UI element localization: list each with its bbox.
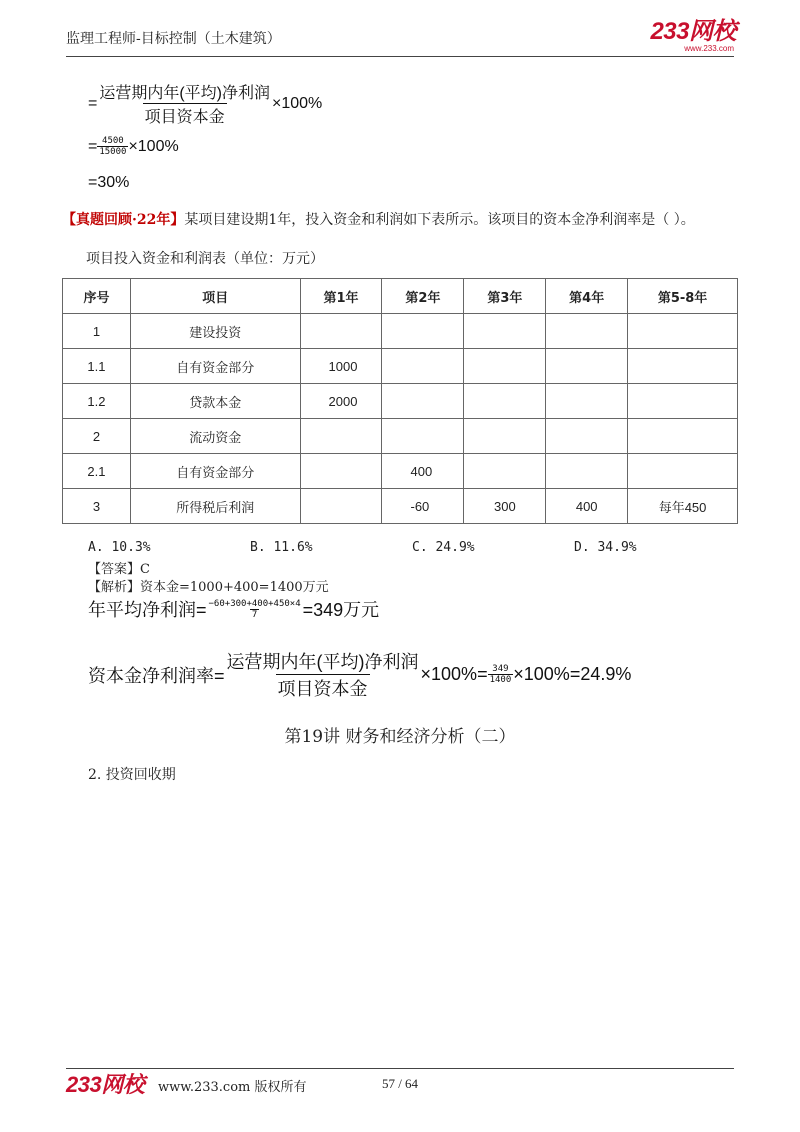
- table-header-cell: 第4年: [546, 279, 628, 314]
- formula-fraction: [225, 648, 421, 701]
- formula-fraction: [97, 80, 272, 127]
- formula-fraction: [97, 136, 128, 157]
- page-number: 57 / 64: [381, 1076, 419, 1091]
- fraction-numerator: 运营期内年(平均)净利润: [226, 652, 419, 672]
- table-cell: [300, 419, 382, 454]
- question-text: [62, 210, 734, 230]
- formula-suffix: ×100%=24.9%: [513, 664, 632, 684]
- option-a: A. 10.3%: [88, 540, 151, 555]
- formula-suffix: =349万元: [302, 600, 380, 620]
- table-row: [63, 384, 738, 419]
- table-cell: 400: [382, 454, 464, 489]
- formula-values: [88, 136, 179, 157]
- formula-equals: =: [88, 137, 98, 155]
- table-row: [63, 419, 738, 454]
- formula-mid: ×100%=: [420, 664, 488, 684]
- question-body: 某项目建设期1年，投入资金和利润如下表所示。该项目的资本金净利润率是（ ）。: [184, 212, 695, 228]
- table-row: [63, 314, 738, 349]
- table-cell: 300: [464, 489, 546, 524]
- fraction-denominator: 项目资本金: [276, 674, 370, 701]
- formula-fraction: [207, 599, 303, 620]
- fraction-numerator: 4500: [102, 136, 124, 146]
- table-cell: [382, 419, 464, 454]
- fraction-denominator: 项目资本金: [143, 103, 227, 127]
- footer-divider: [66, 1068, 734, 1069]
- table-cell: [546, 349, 628, 384]
- subsection-item: 2. 投资回收期: [88, 767, 176, 783]
- table-cell: 自有资金部分: [130, 349, 300, 384]
- table-cell: 贷款本金: [130, 384, 300, 419]
- fraction-numerator: 运营期内年(平均)净利润: [99, 85, 271, 102]
- table-caption: 项目投入资金和利润表（单位：万元）: [86, 251, 324, 267]
- option-d: D. 34.9%: [574, 540, 637, 555]
- fraction-numerator: −60+300+400+450×4: [208, 598, 301, 609]
- table-cell: 2000: [300, 384, 382, 419]
- table-cell: 1.1: [63, 349, 131, 384]
- table-header-cell: 第2年: [382, 279, 464, 314]
- table-cell: [546, 384, 628, 419]
- investment-table: [62, 278, 738, 524]
- table-cell: [546, 314, 628, 349]
- fraction-denominator: 15000: [99, 147, 127, 157]
- table-cell: 所得税后利润: [130, 489, 300, 524]
- table-header-row: [63, 279, 738, 314]
- table-cell: [464, 384, 546, 419]
- table-cell: [300, 454, 382, 489]
- answer-options: [88, 540, 736, 555]
- table-cell: 流动资金: [130, 419, 300, 454]
- table-cell: [464, 454, 546, 489]
- table-cell: [628, 314, 738, 349]
- table-header-cell: 第1年: [300, 279, 382, 314]
- table-cell: [546, 454, 628, 489]
- table-cell: 2.1: [63, 454, 131, 489]
- table-cell: [382, 349, 464, 384]
- table-cell: 1: [63, 314, 131, 349]
- table-cell: [628, 454, 738, 489]
- table-cell: 每年450: [628, 489, 738, 524]
- table-cell: 3: [63, 489, 131, 524]
- formula-equals: =: [88, 94, 98, 112]
- table-cell: [628, 349, 738, 384]
- table-header-cell: 第3年: [464, 279, 546, 314]
- table-row: [63, 454, 738, 489]
- formula-avg-profit: [88, 596, 379, 622]
- table-cell: [382, 314, 464, 349]
- fraction-numerator: 349: [492, 664, 509, 674]
- question-tag: 【真题回顾·22年】: [62, 212, 185, 228]
- formula-result: =30%: [88, 174, 130, 191]
- table-cell: [546, 419, 628, 454]
- answer-line: 【答案】C: [88, 562, 150, 577]
- table-cell: 建设投资: [130, 314, 300, 349]
- table-row: [63, 349, 738, 384]
- fraction-denominator: 7: [251, 609, 258, 620]
- table-cell: -60: [382, 489, 464, 524]
- table-cell: 1.2: [63, 384, 131, 419]
- table-cell: [464, 419, 546, 454]
- table-header-cell: 项目: [130, 279, 300, 314]
- table-cell: 自有资金部分: [130, 454, 300, 489]
- footer-copyright: www.233.com 版权所有: [158, 1080, 307, 1095]
- formula-suffix: ×100%: [128, 137, 179, 155]
- table-cell: [382, 384, 464, 419]
- table-cell: [464, 349, 546, 384]
- section-title: 第19讲 财务和经济分析（二）: [284, 727, 516, 747]
- table-cell: 400: [546, 489, 628, 524]
- header-divider: [66, 56, 734, 57]
- footer-logo: 233网校: [66, 1072, 145, 1097]
- option-b: B. 11.6%: [250, 540, 313, 555]
- formula-prefix: 年平均净利润=: [88, 600, 207, 620]
- table-cell: 2: [63, 419, 131, 454]
- table-cell: [464, 314, 546, 349]
- table-cell: [628, 384, 738, 419]
- fraction-denominator: 1400: [489, 675, 512, 685]
- table-cell: 1000: [300, 349, 382, 384]
- analysis-line: 【解析】资本金=1000+400=1400万元: [88, 580, 329, 595]
- formula-fraction-values: [488, 664, 514, 685]
- table-cell: [300, 489, 382, 524]
- table-header-cell: 序号: [63, 279, 131, 314]
- option-c: C. 24.9%: [412, 540, 475, 555]
- table-cell: [628, 419, 738, 454]
- formula-ratio: [88, 80, 322, 127]
- formula-suffix: ×100%: [272, 94, 323, 112]
- table-header-cell: 第5-8年: [628, 279, 738, 314]
- table-cell: [300, 314, 382, 349]
- header-title: 监理工程师-目标控制（土木建筑）: [66, 31, 281, 47]
- brand-logo-url: www.233.com: [684, 44, 734, 53]
- formula-prefix: 资本金净利润率=: [88, 665, 225, 686]
- formula-roe: [88, 648, 631, 701]
- brand-logo: 233网校: [650, 18, 736, 45]
- table-row: [63, 489, 738, 524]
